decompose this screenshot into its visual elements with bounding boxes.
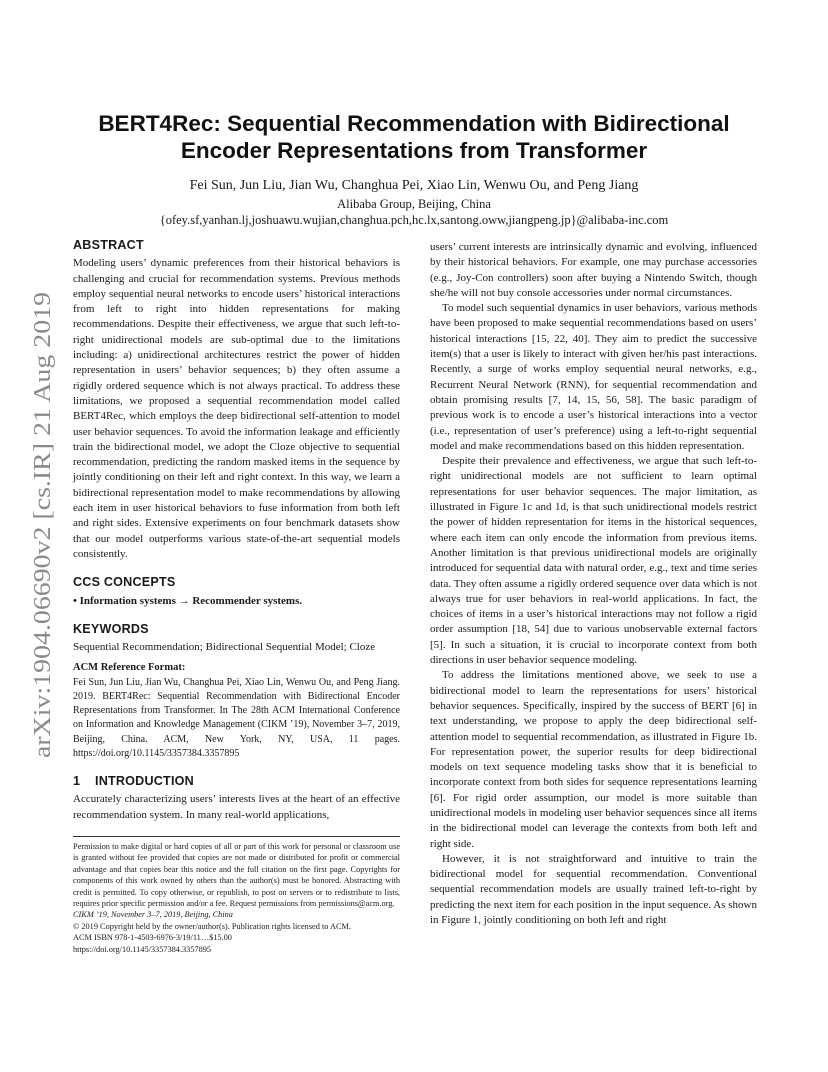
ccs-concepts-heading: CCS CONCEPTS [73,575,176,590]
introduction-heading [73,774,400,789]
copyright-line: © 2019 Copyright held by the owner/author(s). Publication rights licensed to ACM. [73,921,351,931]
author-list: Fei Sun, Jun Liu, Jian Wu, Changhua Pei, Xiao Lin, Wenwu Ou, and Peng Jiang [189,178,639,193]
paragraph: Despite their prevalence and effectiveness, we argue that such left-to-right unidirectional models are not sufficient to learn optimal representations for user behavior sequences. The major limitation, as illustrated in Figure 1c and 1d, is that such unidirectional models restrict the power of hidden representation for items in the historical sequences, where each item can only encode the information from previous items. Another limitation is that previous unidirectional models are originally introduced for sequential data with natural order, e.g., text and time series data. They often assume a rigidly ordered sequence over data which is not always true for user behaviors in real-world applications. In fact, the choices of items in a user’s historical interactions may not follow a rigid order assumption [18, 54] due to various unobservable external factors [5]. In such a situation, it is crucial to incorporate context from both directions in user behavior sequence modeling. [430,455,757,667]
arxiv-identifier: arXiv:1904.06690v2 [cs.IR] 21 Aug 2019 [30,356,56,758]
paper-title-line-2: Encoder Representations from Transformer [180,138,648,163]
doi-link[interactable]: https://doi.org/10.1145/3357384.3357895 [73,944,212,954]
reference-format-heading: ACM Reference Format: [73,662,186,674]
isbn-line: ACM ISBN 978-1-4503-6976-3/19/11…$15.00 [73,933,232,943]
left-column [73,238,400,823]
abstract-text: Modeling users’ dynamic preferences from their historical behaviors is challenging and crucial for recommendation systems. Previous methods employ sequential neural networks to encode users’ historical interactions from left to right into hidden representations for making recommendations. Despite their effectiveness, we argue that such left-to-right unidirectional models are sub-optimal due to the limitations including: a) unidirectional architectures restrict the power of hidden representation in users’ behavior sequences; b) they often assume a rigidly ordered sequence which is not always practical. To address these limitations, we proposed a sequential recommendation model called BERT4Rec, which employs the deep bidirectional self-attention to model user behavior sequences. To avoid the information leakage and efficiently train the bidirectional model, we adopt the Cloze objective to sequential recommendation, predicting the random masked items in the sequence by jointly conditioning on their left and right context. In this way, we learn a bidirectional representation model to make recommendations by allowing each item in user historical behaviors to fuse information from both left and right sides. Extensive experiments on four benchmark datasets show that our model outperforms various state-of-the-art sequential models consistently. [73,257,400,560]
affiliation: Alibaba Group, Beijing, China [337,197,491,211]
abstract-heading: ABSTRACT [73,238,144,252]
paragraph: users’ current interests are intrinsically dynamic and evolving, influenced by their historical behaviors. For example, one may purchase accessories (e.g., Joy-Con controllers) soon after buying a Nintendo Switch, though she/he will not buy console accessories under normal circumstances. [430,241,757,299]
ccs-concepts-text: • Information systems → Recommender systems. [73,594,303,607]
conference-line: CIKM ’19, November 3–7, 2019, Beijing, China [73,910,233,920]
section-number: 1 [73,773,81,788]
right-column [430,240,757,928]
arxiv-identifier-stamp [22,290,60,760]
introduction-text: Accurately characterizing users’ interests lives at the heart of an effective recommendation system. In many real-world applications, [73,793,400,821]
copyright-footnote [73,836,400,955]
paper-title-line-1: BERT4Rec: Sequential Recommendation with Bidirectional [98,111,730,136]
paragraph: To address the limitations mentioned above, we seek to use a bidirectional model to learn the representations for users’ historical behavior sequences. Specifically, inspired by the success of BERT [6] in text understanding, we propose to apply the deep bidirectional self-attention model to sequential recommendation, as illustrated in Figure 1b. For representation power, the superior results for deep bidirectional models on text sequence modeling tasks show that it is beneficial to incorporate context from both sides for sequence representations learning [6]. For rigid order assumption, our model is more suitable than unidirectional models in modeling user behavior sequences since all items in the bidirectional model can leverage the contexts from both left and right side. [430,669,757,850]
permission-notice: Permission to make digital or hard copies of all or part of this work for personal or classroom use is granted without fee provided that copies are not made or distributed for profit or commercial advantage and that copies bear this notice and the full citation on the first page. Copyrights for components of this work owned by others than the author(s) must be honored. Abstracting with credit is permitted. To copy otherwise, or republish, to post on servers or to redistribute to lists, requires prior specific permission and/or a fee. Request permissions from permissions@acm.org. [73,842,400,909]
author-emails: {ofey.sf,yanhan.lj,joshuawu.wujian,changhua.pch,hc.lx,santong.oww,jiangpeng.jp}@alibaba-inc.com [159,213,669,227]
keywords-heading: KEYWORDS [73,621,149,636]
reference-format-text: Fei Sun, Jun Liu, Jian Wu, Changhua Pei, Xiao Lin, Wenwu Ou, and Peng Jiang. 2019. BERT4Rec: Sequential Recommendation with Bidirectional Encoder Representations from Transformer. In The 28th ACM International Conference on Information and Knowledge Management (CIKM ’19), November 3–7, 2019, Beijing, China. ACM, New York, NY, USA, 11 pages. https://doi.org/10.1145/3357384.3357895 [73,676,400,759]
paragraph: However, it is not straightforward and intuitive to train the bidirectional model for sequential recommendation. Conventional sequential recommendation models are usually trained left-to-right by predicting the next item for each position in the input sequence. As shown in Figure 1, jointly conditioning on both left and right [430,852,757,927]
section-title: INTRODUCTION [95,773,194,788]
paragraph: To model such sequential dynamics in user behaviors, various methods have been proposed to make sequential recommendations based on users’ historical interactions [15, 22, 40]. They aim to predict the successive item(s) that a user is likely to interact with given her/his past interactions. Recently, a surge of works employ sequential neural networks, e.g., Recurrent Neural Network (RNN), for sequential recommendation and obtain promising results [7, 14, 15, 56, 58]. The basic paradigm of previous work is to encode a user’s historical interactions into a vector (i.e., representation of user’s preference) using a left-to-right sequential model and make recommendations based on this hidden representation. [430,302,757,452]
keywords-text: Sequential Recommendation; Bidirectional Sequential Model; Cloze [73,641,376,654]
